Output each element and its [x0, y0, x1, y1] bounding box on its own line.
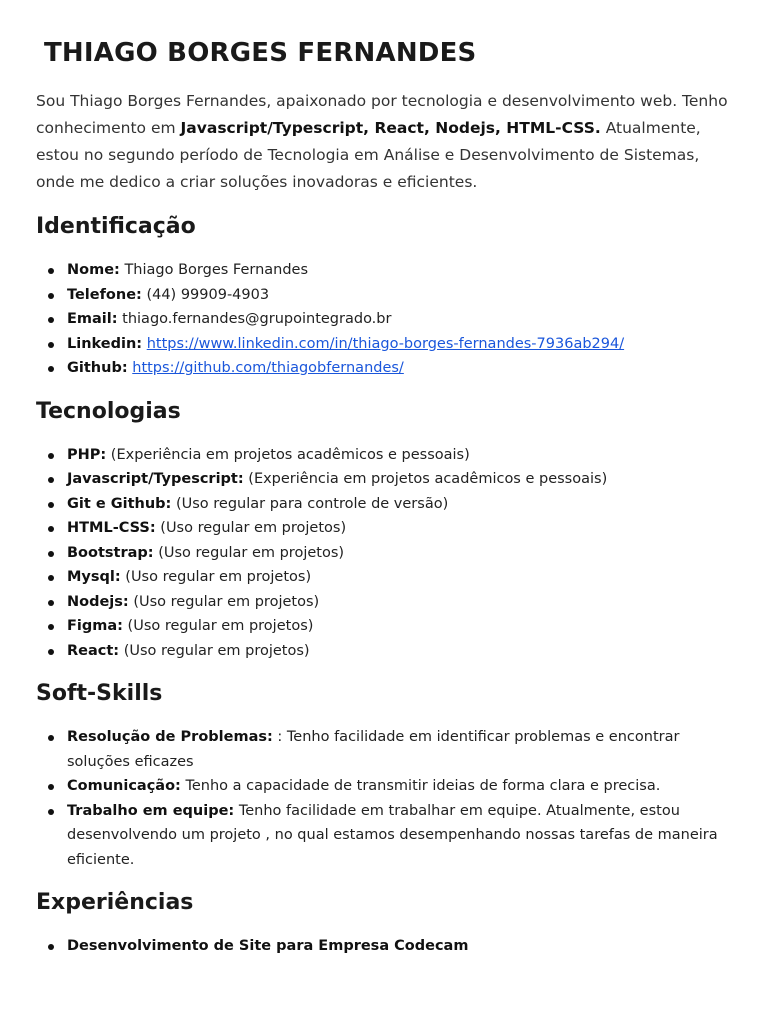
item-value: : Tenho facilidade em identificar problemas e encontrar soluções eficazes — [67, 729, 680, 770]
list-item-bootstrap — [36, 541, 734, 566]
list-item-html-css — [36, 516, 734, 541]
item-value: Tenho a capacidade de transmitir ideias de forma clara e precisa. — [180, 778, 661, 794]
item-label: Github: — [67, 360, 128, 376]
list-item-resolucao — [36, 725, 734, 774]
item-label: React: — [67, 642, 120, 659]
item-label: HTML-CSS: — [67, 520, 156, 536]
github-link[interactable]: https://github.com/thiagobfernandes/ — [132, 360, 404, 376]
list-item-telefone — [36, 283, 734, 308]
section-title-softskills: Soft-Skills — [36, 681, 163, 706]
identificacao-list — [36, 258, 734, 381]
item-value: (Uso regular em projetos) — [119, 642, 310, 659]
softskills-list — [36, 725, 734, 872]
item-value: Tenho facilidade em trabalhar em equipe. Atualmente, estou desenvolvendo um projeto , no qual estamos desempenhando nossas tarefas de maneira eficiente. — [67, 802, 718, 868]
page-title: THIAGO BORGES FERNANDES — [44, 38, 477, 68]
item-value: (44) 99909-4903 — [141, 286, 270, 303]
item-value: (Uso regular em projetos) — [153, 544, 345, 561]
item-value: (Experiência em projetos acadêmicos e pessoais) — [243, 471, 608, 487]
list-item-git — [36, 492, 734, 517]
list-item-mysql — [36, 565, 734, 590]
section-title-experiencias: Experiências — [36, 890, 194, 915]
item-label: Desenvolvimento de Site para Empresa Codecam — [67, 938, 469, 954]
item-value: (Uso regular para controle de versão) — [171, 495, 449, 512]
item-label: PHP: — [67, 446, 107, 463]
list-item-react — [36, 639, 734, 664]
list-item-experiencia — [36, 934, 734, 959]
list-item-github — [36, 356, 734, 381]
item-label: Nodejs: — [67, 593, 129, 610]
intro-paragraph — [36, 88, 734, 196]
item-value: (Uso regular em projetos) — [128, 593, 320, 610]
tecnologias-list — [36, 443, 734, 664]
list-item-javascript — [36, 467, 734, 492]
item-value: (Uso regular em projetos) — [155, 520, 347, 536]
list-item-trabalho-equipe — [36, 799, 734, 873]
intro-text-2: Atualmente, estou no segundo período de Tecnologia em Análise e Desenvolvimento de Sistemas, onde me dedico a criar soluções inovadoras e eficientes. — [36, 119, 701, 191]
list-item-php — [36, 443, 734, 468]
item-value: (Uso regular em projetos) — [122, 618, 314, 634]
experiencias-list — [36, 934, 734, 959]
list-item-email — [36, 307, 734, 332]
list-item-linkedin — [36, 332, 734, 357]
intro-highlight: Javascript/Typescript, React, Nodejs, HTML-CSS. — [180, 119, 601, 137]
intro-text-1: Sou Thiago Borges Fernandes, apaixonado por tecnologia e desenvolvimento web. Tenho conhecimento em — [36, 92, 728, 137]
item-label: Comunicação: — [67, 778, 181, 794]
item-label: Nome: — [67, 262, 120, 278]
item-label: Bootstrap: — [67, 544, 154, 561]
section-title-identificacao: Identificação — [36, 214, 196, 239]
item-label: Git e Github: — [67, 495, 172, 512]
item-label: Linkedin: — [67, 335, 143, 352]
list-item-comunicacao — [36, 774, 734, 799]
section-title-tecnologias: Tecnologias — [36, 398, 181, 424]
list-item-nodejs — [36, 590, 734, 615]
item-value: Thiago Borges Fernandes — [119, 262, 309, 278]
item-label: Mysql: — [67, 569, 121, 585]
item-value: (Uso regular em projetos) — [120, 569, 312, 585]
item-label: Trabalho em equipe: — [67, 802, 235, 819]
item-label: Email: — [67, 311, 118, 327]
item-value: (Experiência em projetos acadêmicos e pessoais) — [106, 446, 470, 463]
list-item-figma — [36, 614, 734, 639]
item-label: Javascript/Typescript: — [67, 471, 244, 487]
list-item-nome — [36, 258, 734, 283]
item-label: Telefone: — [67, 286, 142, 303]
item-value: thiago.fernandes@grupointegrado.br — [117, 311, 392, 327]
item-label: Resolução de Problemas: — [67, 729, 273, 745]
item-label: Figma: — [67, 618, 123, 634]
linkedin-link[interactable]: https://www.linkedin.com/in/thiago-borges-fernandes-7936ab294/ — [146, 335, 625, 352]
